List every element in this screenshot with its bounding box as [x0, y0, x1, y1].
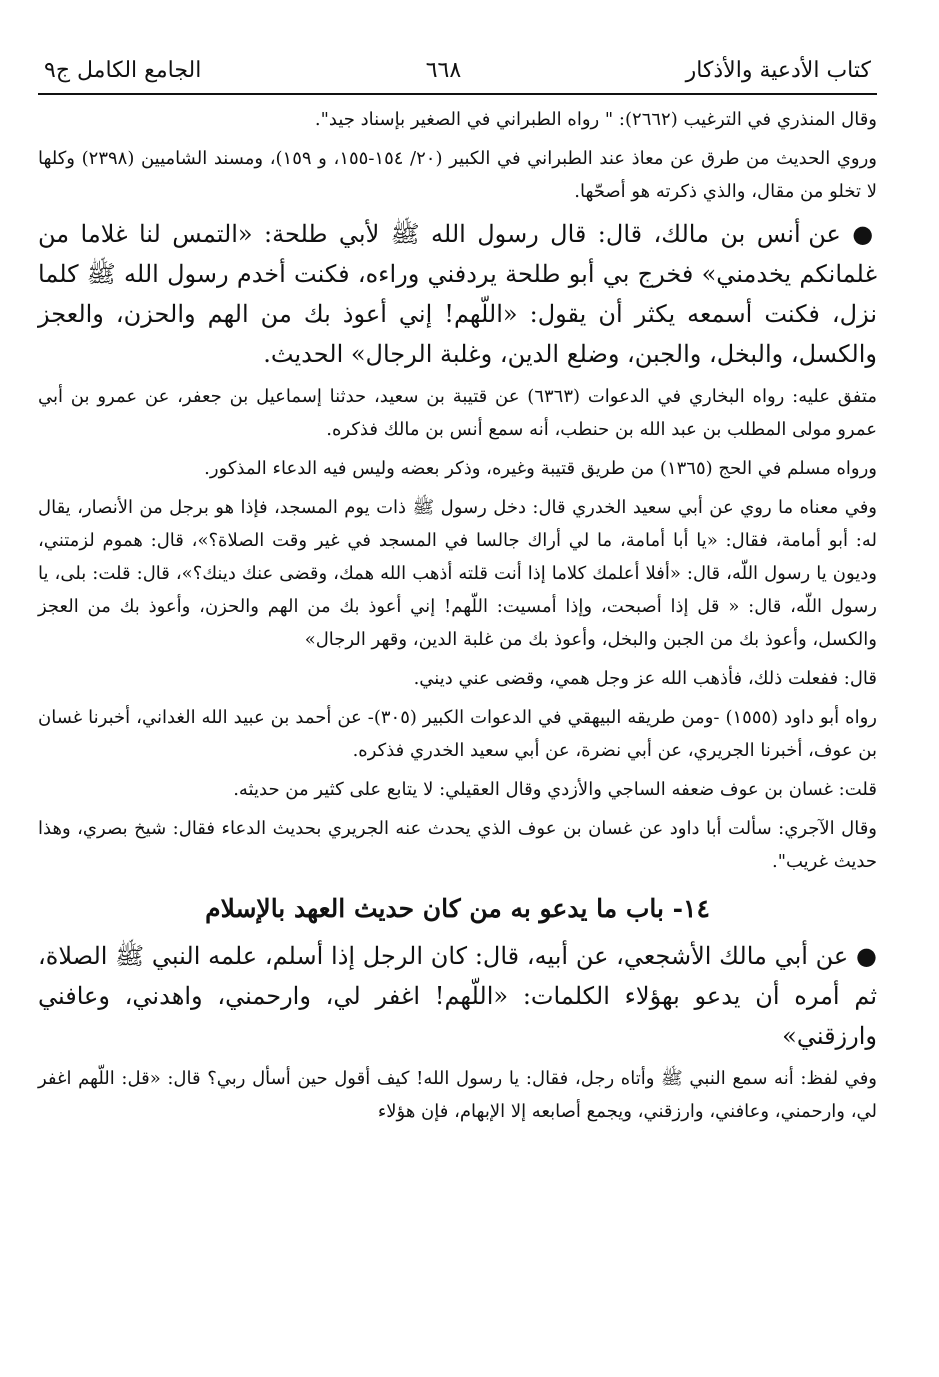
page-header [38, 40, 877, 95]
paragraph-muslim: ورواه مسلم في الحج (١٣٦٥) من طريق قتيبة وغيره، وذكر بعضه وليس فيه الدعاء المذكور. [204, 458, 877, 479]
hadith-ashjai-text: عن أبي مالك الأشجعي، عن أبيه، قال: كان الرجل إذا أسلم، علمه النبي ﷺ الصلاة، ثم أمره أن يدعو بهؤلاء الكلمات: «اللّهم! اغفر لي، وارحمني، واهدني، وعافني وارزقني» [38, 942, 877, 1050]
hadith-anas [38, 214, 877, 374]
paragraph-abu-dawud: رواه أبو داود (١٥٥٥) -ومن طريقه البيهقي في الدعوات الكبير (٣٠٥)- عن أحمد بن عبيد الله الغداني، أخبرنا غسان بن عوف، أخبرنا الجريري، عن أبي نضرة، عن أبي سعيد الخدري فذكره. [38, 707, 877, 761]
page-number: ٦٦٨ [425, 58, 462, 83]
paragraph-ghassan: قلت: غسان بن عوف ضعفه الساجي والأزدي وقال العقيلي: لا يتابع على كثير من حديثه. [233, 779, 877, 800]
paragraph-result: قال: ففعلت ذلك، فأذهب الله عز وجل همي، وقضى عني ديني. [413, 668, 877, 689]
page-body [38, 95, 877, 1128]
section-heading: ١٤- باب ما يدعو به من كان حديث العهد بالإسلام [205, 894, 710, 923]
volume-label: الجامع الكامل ج٩ [44, 58, 202, 83]
paragraph-mundhiri: وقال المنذري في الترغيب (٢٦٦٢): " رواه الطبراني في الصغير بإسناد جيد". [314, 109, 877, 130]
paragraph-abu-saeed: وفي معناه ما روي عن أبي سعيد الخدري قال: دخل رسول ﷺ ذات يوم المسجد، فإذا هو برجل من الأنصار، يقال له: أبو أمامة، فقال: «يا أبا أمامة، ما لي أراك جالسا في المسجد في غير وقت الصلاة؟»، قال: هموم لزمتني، وديون يا رسول اللّه، قال: «أفلا أعلمك كلاما إذا أنت قلته أذهب الله همك، وقضى عنك دينك؟»، قال: قلت: بلى، يا رسول اللّه، قال: « قل إذا أصبحت، وإذا أمسيت: اللّهم! إني أعوذ بك من الهم والحزن، وأعوذ بك من العجز والكسل، وأعوذ بك من الجبن والبخل، وأعوذ بك من غلبة الدين، وقهر الرجال» [38, 497, 877, 650]
hadith-anas-text: عن أنس بن مالك، قال: قال رسول الله ﷺ لأبي طلحة: «التمس لنا غلاما من غلمانكم يخدمني» فخرج بي أبو طلحة يردفني وراءه، فكنت أخدم رسول الله ﷺ كلما نزل، فكنت أسمعه يكثر أن يقول: «اللّهم! إني أعوذ بك من الهم والحزن، والعجز والكسل، والبخل، والجبن، وضلع الدين، وغلبة الرجال» الحديث. [38, 220, 877, 368]
bullet-icon: ● [855, 941, 877, 970]
paragraph-variant-wording: وفي لفظ: أنه سمع النبي ﷺ وأتاه رجل، فقال: يا رسول الله! كيف أقول حين أسأل ربي؟ قال: «قل: اللّهم اغفر لي، وارحمني، وعافني، وارزقني، ويجمع أصابعه إلا الإبهام، فإن هؤلاء [38, 1068, 877, 1122]
hadith-ashjai [38, 936, 877, 1056]
paragraph-muadh: وروي الحديث من طرق عن معاذ عند الطبراني في الكبير (٢٠/ ١٥٤-١٥٥، و ١٥٩)، ومسند الشاميين (٢٣٩٨) وكلها لا تخلو من مقال، والذي ذكرته هو أصحّها. [38, 148, 877, 202]
book-title: كتاب الأدعية والأذكار [685, 58, 871, 83]
paragraph-ajurri: وقال الآجري: سألت أبا داود عن غسان بن عوف الذي يحدث عنه الجريري بحديث الدعاء فقال: شيخ بصري، وهذا حديث غريب". [38, 818, 877, 872]
bullet-icon: ● [852, 219, 877, 248]
paragraph-bukhari: متفق عليه: رواه البخاري في الدعوات (٦٣٦٣) عن قتيبة بن سعيد، حدثنا إسماعيل بن جعفر، عن عمرو بن أبي عمرو مولى المطلب بن عبد الله بن حنطب، أنه سمع أنس بن مالك فذكره. [38, 386, 877, 440]
